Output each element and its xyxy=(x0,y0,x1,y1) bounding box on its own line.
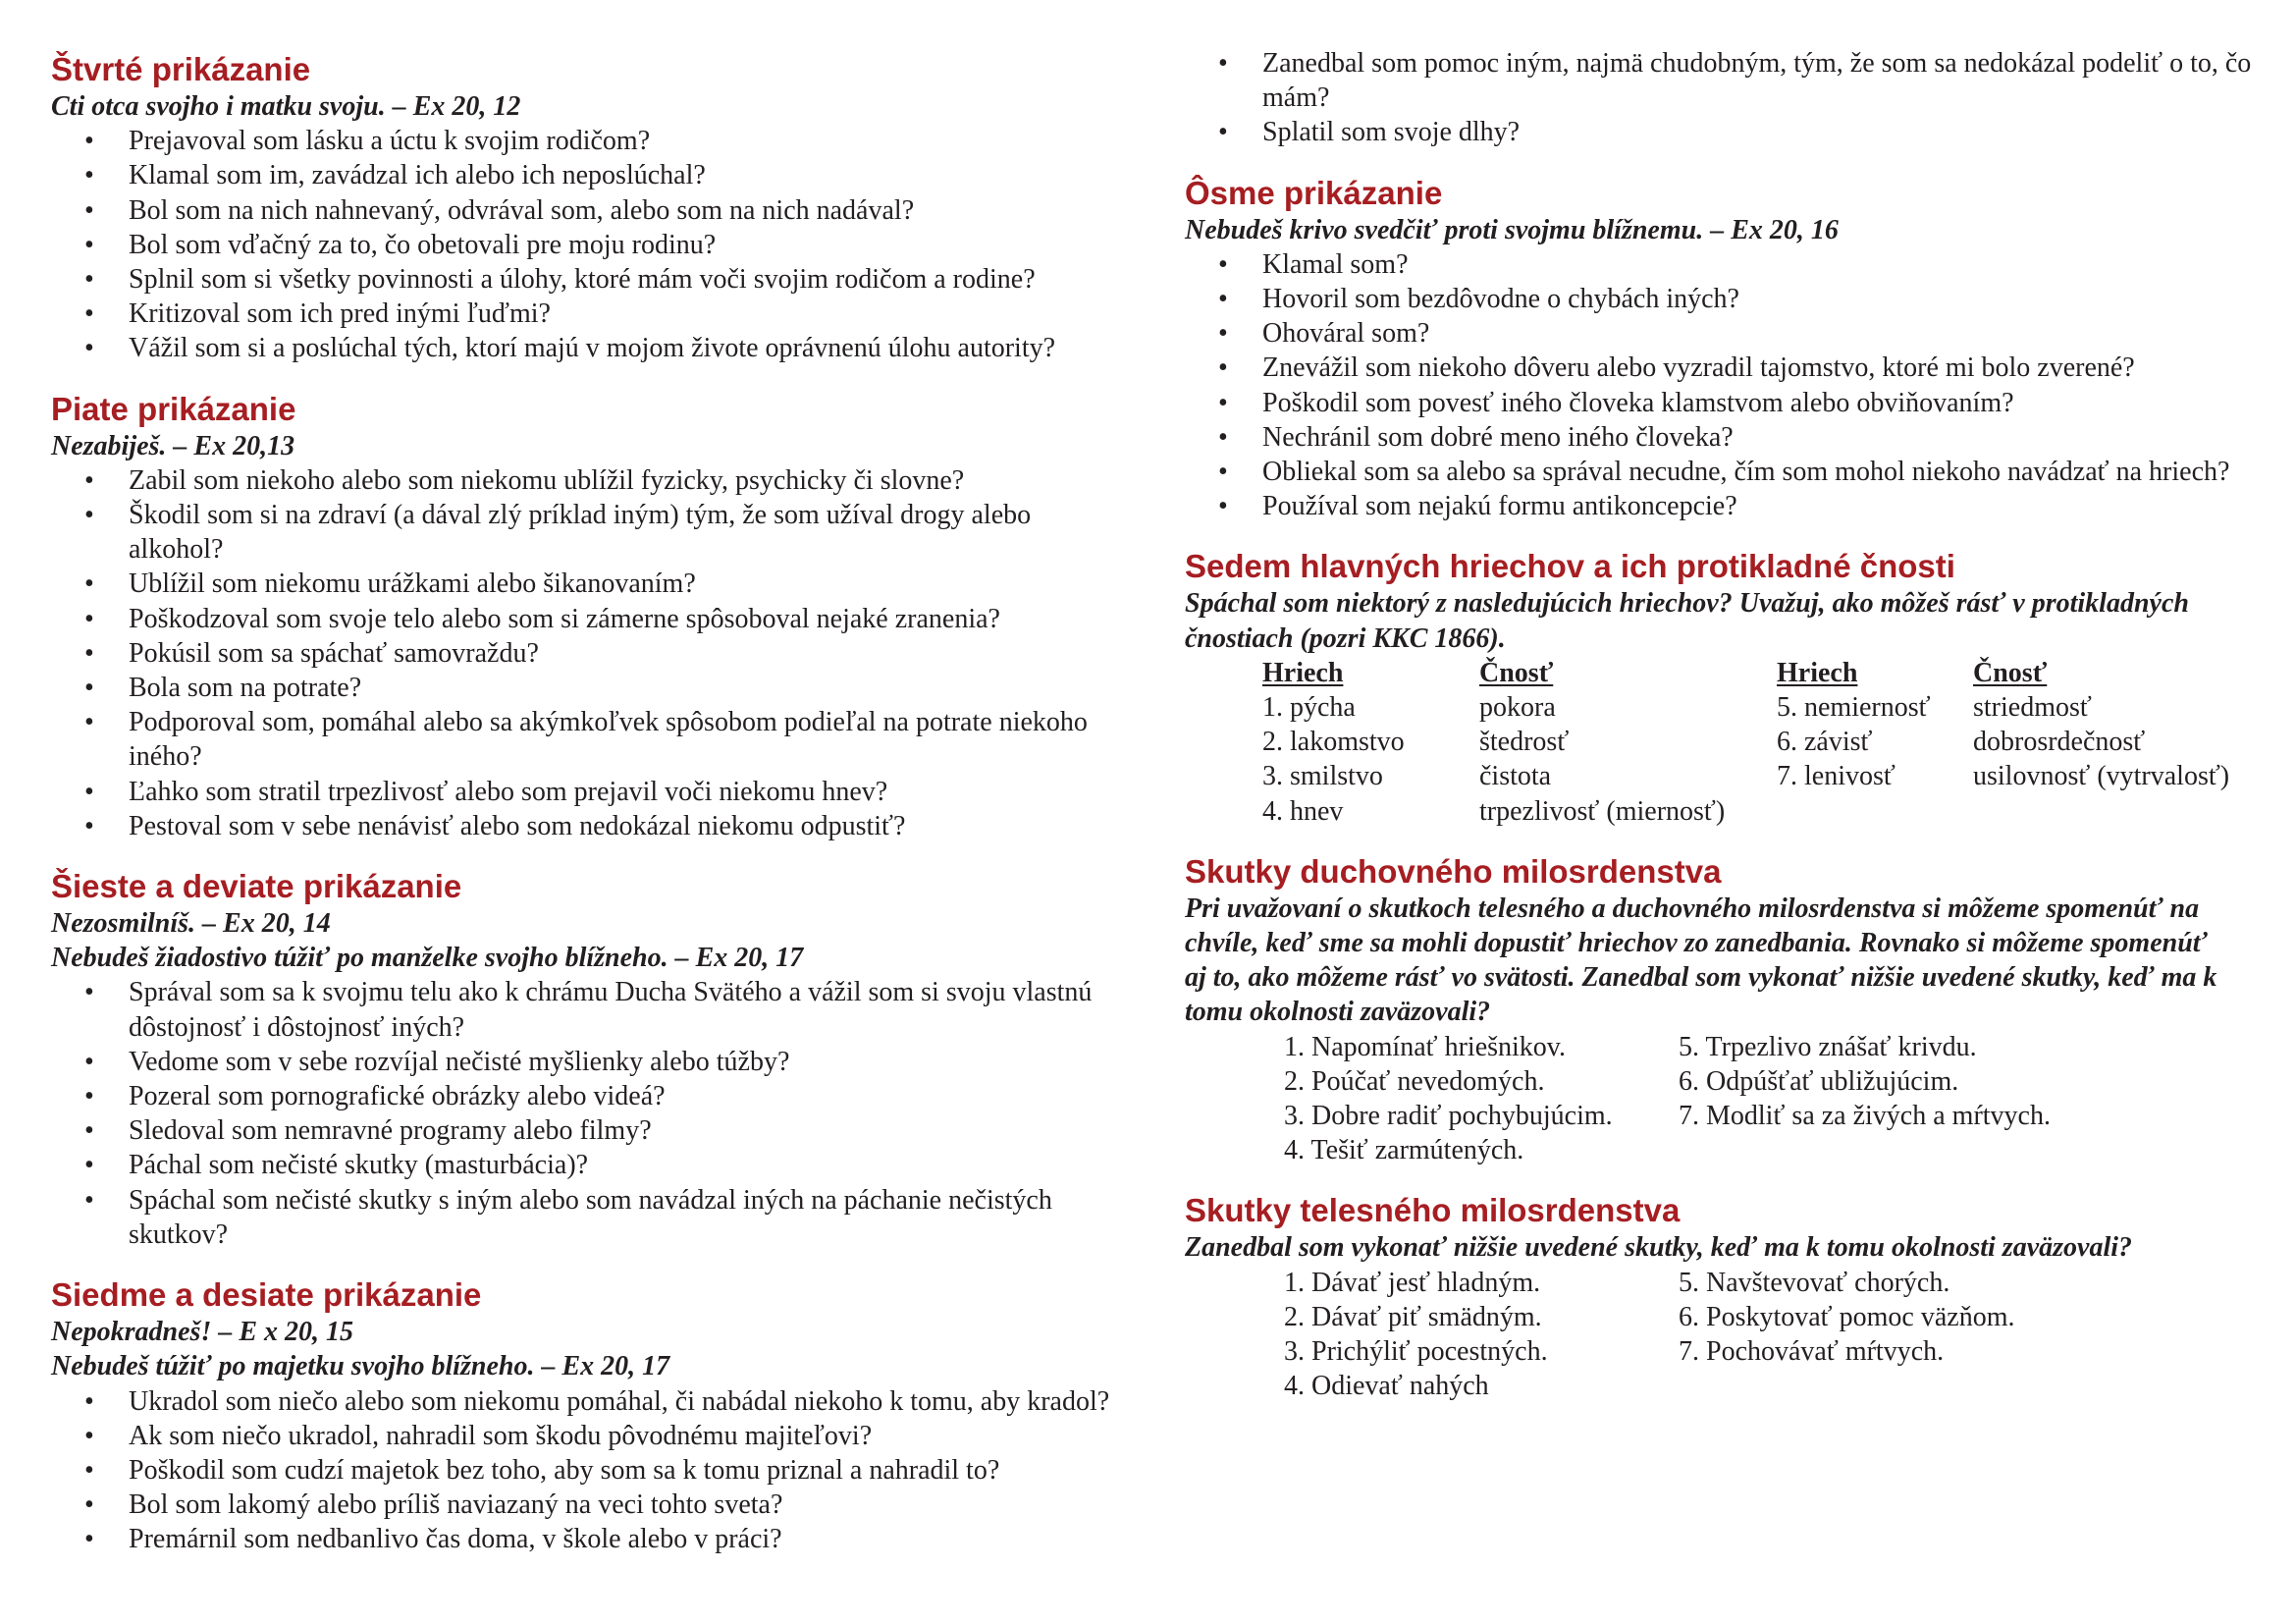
works-row xyxy=(1284,1369,2284,1403)
sin-cell: 2. lakomstvo xyxy=(1262,727,1405,758)
virtue-cell: trpezlivosť (miernosť) xyxy=(1479,795,1726,827)
work-item: 4. Tešiť zarmútených. xyxy=(1284,1135,1524,1166)
list-item xyxy=(51,262,1160,297)
column-header-sin: Hriech xyxy=(1777,657,1858,688)
work-item: 3. Prichýliť pocestných. xyxy=(1284,1336,1548,1368)
list-item xyxy=(51,158,1160,192)
sins-virtues-table xyxy=(1185,656,2284,829)
works-row xyxy=(1284,1099,2284,1133)
list-item-line: • Prejavoval som lásku a úctu k svojim rodičom? xyxy=(129,126,651,157)
list-item xyxy=(1185,247,2284,282)
table-row xyxy=(1262,725,2284,759)
section-eighth-commandment xyxy=(1185,173,2284,524)
right-column xyxy=(1185,46,2284,1404)
list-item xyxy=(51,193,1160,228)
works-list xyxy=(1185,1030,2284,1168)
work-item: 1. Napomínať hriešnikov. xyxy=(1284,1031,1566,1062)
virtue-cell: čistota xyxy=(1479,761,1552,792)
section-fourth-commandment xyxy=(51,49,1160,366)
list-item xyxy=(51,567,1160,601)
list-item-line: • Klamal som im, zavádzal ich alebo ich neposlúchal? xyxy=(129,160,706,191)
list-item xyxy=(51,1183,1160,1252)
list-item-line: • Bol som lakomý alebo príliš naviazaný na veci tohto sveta? xyxy=(129,1489,783,1521)
work-item: 3. Dobre radiť pochybujúcim. xyxy=(1284,1101,1613,1132)
list-item-line: alkohol? xyxy=(129,534,224,566)
list-item xyxy=(1185,455,2284,489)
question-list xyxy=(51,975,1160,1252)
list-item-line: • Pestoval som v sebe nenávisť alebo som nedokázal niekomu odpustiť? xyxy=(129,810,906,841)
virtue-cell: štedrosť xyxy=(1479,727,1570,758)
list-item-line: • Ukradol som niečo alebo som niekomu pomáhal, či nabádal niekoho k tomu, aby kradol? xyxy=(129,1385,1110,1417)
list-item xyxy=(51,331,1160,365)
list-item xyxy=(51,975,1160,1044)
list-item-line: iného? xyxy=(129,741,202,773)
sin-cell: 5. nemiernosť xyxy=(1777,692,1931,724)
section-intro: Spáchal som niektorý z nasledujúcich hriechov? Uvažuj, ako môžeš rásť v protikladných xyxy=(1185,588,2189,620)
list-item-line: • Používal som nejakú formu antikoncepcie? xyxy=(1262,491,1737,522)
work-item: 2. Dávať piť smädným. xyxy=(1284,1301,1542,1332)
left-column xyxy=(51,49,1160,1557)
list-item xyxy=(51,1384,1160,1419)
list-item xyxy=(51,463,1160,498)
list-item xyxy=(51,1113,1160,1148)
list-item xyxy=(51,1045,1160,1079)
list-item-line: • Poškodil som povesť iného človeka klamstvom alebo obviňovaním? xyxy=(1262,387,2014,418)
list-item-line: mám? xyxy=(1262,82,1330,114)
table-header-row xyxy=(1262,656,2284,690)
list-item xyxy=(1185,420,2284,455)
list-item xyxy=(1185,386,2284,420)
list-item-line: • Vedome som v sebe rozvíjal nečisté myšlienky alebo túžby? xyxy=(129,1046,790,1077)
list-item-line: • Bola som na potrate? xyxy=(129,673,362,704)
list-item-line: • Správal som sa k svojmu telu ako k chrámu Ducha Svätého a vážil som si svoju vlastnú xyxy=(129,977,1093,1008)
work-item: 6. Odpúšťať ubližujúcim. xyxy=(1679,1065,1959,1097)
scripture-reference: Cti otca svojho i matku svoju. – Ex 20, 12 xyxy=(51,91,521,122)
section-heading: Skutky duchovného milosrdenstva xyxy=(1185,852,1722,890)
list-item-line: • Obliekal som sa alebo sa správal necudne, čím som mohol niekoho navádzať na hriech? xyxy=(1262,457,2230,488)
list-item-line: • Škodil som si na zdraví (a dával zlý príklad iným) tým, že som užíval drogy alebo xyxy=(129,500,1032,531)
list-item xyxy=(51,1148,1160,1182)
list-item-line: • Ak som niečo ukradol, nahradil som škodu pôvodnému majiteľovi? xyxy=(129,1420,873,1451)
sin-cell: 4. hnev xyxy=(1262,795,1344,827)
list-item xyxy=(51,1488,1160,1522)
list-item-line: • Zabil som niekoho alebo som niekomu ublížil fyzicky, psychicky či slovne? xyxy=(129,464,965,496)
scripture-reference: Nezabiješ. – Ex 20,13 xyxy=(51,430,295,461)
table-row xyxy=(1262,759,2284,793)
scripture-reference: Nezosmilníš. – Ex 20, 14 xyxy=(51,908,331,940)
list-item-line: • Bol som na nich nahnevaný, odvrával som, alebo som na nich nadával? xyxy=(129,194,915,226)
list-item-line: • Poškodil som cudzí majetok bez toho, aby som sa k tomu priznal a nahradil to? xyxy=(129,1454,1000,1486)
list-item-line: • Ľahko som stratil trpezlivosť alebo som prejavil voči niekomu hnev? xyxy=(129,776,888,807)
section-intro: čnostiach (pozri KKC 1866). xyxy=(1185,623,1506,654)
list-item-line: • Zanedbal som pomoc iným, najmä chudobným, tým, že som sa nedokázal podeliť o to, čo xyxy=(1262,48,2252,79)
works-row xyxy=(1284,1334,2284,1369)
list-item-line: • Znevážil som niekoho dôveru alebo vyzradil tajomstvo, ktoré mi bolo zverené? xyxy=(1262,352,2135,384)
works-row xyxy=(1284,1030,2284,1064)
section-heading: Ôsme prikázanie xyxy=(1185,174,1443,211)
list-item-line: • Kritizoval som ich pred inými ľuďmi? xyxy=(129,298,551,330)
sin-cell: 7. lenivosť xyxy=(1777,761,1896,792)
list-item xyxy=(51,775,1160,809)
works-row xyxy=(1284,1133,2284,1167)
list-item xyxy=(51,498,1160,567)
work-item: 4. Odievať nahých xyxy=(1284,1371,1489,1402)
column-header-virtue: Čnosť xyxy=(1973,657,2048,688)
list-item xyxy=(51,1453,1160,1488)
work-item: 7. Pochovávať mŕtvych. xyxy=(1679,1336,1945,1368)
question-list xyxy=(51,124,1160,365)
list-item-line: • Ohováral som? xyxy=(1262,318,1430,350)
list-item xyxy=(51,809,1160,843)
list-item-line: • Splatil som svoje dlhy? xyxy=(1262,117,1521,148)
scripture-reference: Nebudeš žiadostivo túžiť po manželke svojho blížneho. – Ex 20, 17 xyxy=(51,943,804,974)
section-seventh-tenth-continued xyxy=(1185,46,2284,150)
work-item: 5. Trpezlivo znášať krivdu. xyxy=(1679,1031,1977,1062)
table-row xyxy=(1262,690,2284,725)
list-item xyxy=(1185,282,2284,316)
column-header-virtue: Čnosť xyxy=(1479,657,1554,688)
list-item xyxy=(51,297,1160,331)
section-seventh-tenth-commandment xyxy=(51,1274,1160,1556)
work-item: 2. Poúčať nevedomých. xyxy=(1284,1065,1545,1097)
list-item xyxy=(51,1079,1160,1113)
question-list xyxy=(1185,247,2284,524)
list-item xyxy=(1185,316,2284,351)
list-item-line: • Nechránil som dobré meno iného človeka? xyxy=(1262,421,1734,453)
section-intro: Zanedbal som vykonať nižšie uvedené skutky, keď ma k tomu okolnosti zaväzovali? xyxy=(1185,1232,2133,1264)
list-item-line: • Sledoval som nemravné programy alebo filmy? xyxy=(129,1115,652,1147)
section-sixth-ninth-commandment xyxy=(51,866,1160,1252)
section-corporal-works-of-mercy xyxy=(1185,1190,2284,1403)
work-item: 5. Navštevovať chorých. xyxy=(1679,1267,1950,1298)
list-item-line: • Hovoril som bezdôvodne o chybách iných? xyxy=(1262,284,1739,315)
scripture-reference: Nebudeš túžiť po majetku svojho blížneho. – Ex 20, 17 xyxy=(51,1351,670,1382)
list-item-line: • Ublížil som niekomu urážkami alebo šikanovaním? xyxy=(129,568,696,600)
work-item: 1. Dávať jesť hladným. xyxy=(1284,1267,1541,1298)
list-item xyxy=(1185,351,2284,385)
scripture-reference: Nepokradneš! – E x 20, 15 xyxy=(51,1317,354,1348)
question-list xyxy=(51,1384,1160,1557)
virtue-cell: pokora xyxy=(1479,692,1556,724)
section-intro: Pri uvažovaní o skutkoch telesného a duchovného milosrdenstva si môžeme spomenúť na xyxy=(1185,893,2200,924)
list-item xyxy=(1185,489,2284,523)
virtue-cell: usilovnosť (vytrvalosť) xyxy=(1973,761,2230,792)
column-header-sin: Hriech xyxy=(1262,657,1344,688)
list-item xyxy=(51,1522,1160,1556)
list-item-line: skutkov? xyxy=(129,1218,229,1250)
list-item-line: • Bol som vďačný za to, čo obetovali pre moju rodinu? xyxy=(129,229,717,260)
list-item xyxy=(51,1419,1160,1453)
works-row xyxy=(1284,1064,2284,1099)
list-item xyxy=(51,124,1160,158)
sin-cell: 6. závisť xyxy=(1777,727,1873,758)
list-item-line: • Premárnil som nedbanlivo čas doma, v škole alebo v práci? xyxy=(129,1524,782,1555)
list-item-line: • Vážil som si a poslúchal tých, ktorí majú v mojom živote oprávnenú úlohu autority? xyxy=(129,333,1056,364)
works-list xyxy=(1185,1266,2284,1404)
section-heading: Štvrté prikázanie xyxy=(51,51,311,87)
question-list xyxy=(1185,46,2284,150)
section-heading: Sedem hlavných hriechov a ich protikladné čnosti xyxy=(1185,548,1955,585)
section-spiritual-works-of-mercy xyxy=(1185,851,2284,1168)
virtue-cell: striedmosť xyxy=(1973,692,2092,724)
list-item-line: • Splnil som si všetky povinnosti a úlohy, ktoré mám voči svojim rodičom a rodine? xyxy=(129,264,1036,296)
section-heading: Šieste a deviate prikázanie xyxy=(51,868,462,905)
list-item xyxy=(51,705,1160,774)
virtue-cell: dobrosrdečnosť xyxy=(1973,727,2146,758)
list-item-line: • Podporoval som, pomáhal alebo sa akýmkoľvek spôsobom podieľal na potrate niekoho xyxy=(129,707,1088,738)
table-row xyxy=(1262,794,2284,829)
list-item xyxy=(51,228,1160,262)
list-item-line: • Poškodzoval som svoje telo alebo som si zámerne spôsoboval nejaké zranenia? xyxy=(129,603,1000,634)
section-heading: Skutky telesného milosrdenstva xyxy=(1185,1192,1681,1229)
section-intro: chvíle, keď sme sa mohli dopustiť hriechov zo zanedbania. Rovnako si môžeme spomenúť xyxy=(1185,928,2208,959)
work-item: 7. Modliť sa za živých a mŕtvych. xyxy=(1679,1101,2051,1132)
list-item xyxy=(51,602,1160,636)
works-row xyxy=(1284,1266,2284,1300)
section-fifth-commandment xyxy=(51,389,1160,843)
list-item xyxy=(51,636,1160,671)
work-item: 6. Poskytovať pomoc väzňom. xyxy=(1679,1301,2015,1332)
section-heading: Siedme a desiate prikázanie xyxy=(51,1276,482,1314)
list-item xyxy=(1185,46,2284,115)
works-row xyxy=(1284,1300,2284,1334)
section-intro: tomu okolnosti zaväzovali? xyxy=(1185,997,1491,1028)
list-item-line: • Pozeral som pornografické obrázky alebo videá? xyxy=(129,1081,666,1112)
list-item xyxy=(1185,115,2284,149)
section-intro: aj to, ako môžeme rásť vo svätosti. Zanedbal som vykonať nižšie uvedené skutky, keď ma k xyxy=(1185,962,2217,994)
scripture-reference: Nebudeš krivo svedčiť proti svojmu blížnemu. – Ex 20, 16 xyxy=(1185,214,1839,245)
question-list xyxy=(51,463,1160,843)
section-seven-deadly-sins xyxy=(1185,546,2284,828)
sin-cell: 3. smilstvo xyxy=(1262,761,1383,792)
list-item-line: • Pokúsil som sa spáchať samovraždu? xyxy=(129,637,539,669)
sin-cell: 1. pýcha xyxy=(1262,692,1356,724)
list-item-line: • Spáchal som nečisté skutky s iným alebo som navádzal iných na páchanie nečistých xyxy=(129,1184,1052,1216)
list-item-line: dôstojnosť i dôstojnosť iných? xyxy=(129,1011,465,1043)
list-item-line: • Páchal som nečisté skutky (masturbácia)? xyxy=(129,1150,589,1181)
section-heading: Piate prikázanie xyxy=(51,390,296,427)
list-item xyxy=(51,671,1160,705)
list-item-line: • Klamal som? xyxy=(1262,248,1409,280)
